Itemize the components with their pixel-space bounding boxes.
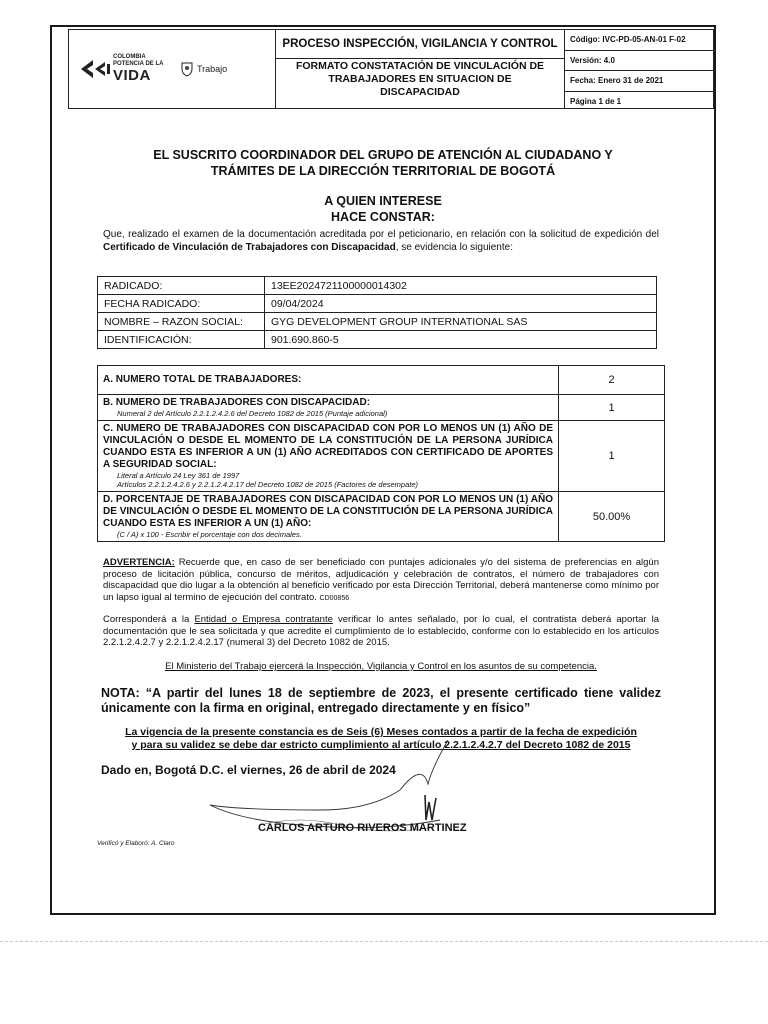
table-row: D. PORCENTAJE DE TRABAJADORES CON DISCAPACIDAD CON POR LO MENOS UN (1) AÑO DE VINCULACIÓN O DESDE EL MOMENTO DE LA CONSTITUCIÓN DE LA PERSONA JURÍDICA CUANDO ESTA ES INFERIOR A UN (1) AÑO: (C / A) x 100 - Escribir el porcentaje con dos decimales. 50.00% xyxy=(98,492,665,542)
responsibility-paragraph: Corresponderá a la Entidad o Empresa contratante verificar lo antes señalado, por lo cual, el contratista deberá aportar la documentación que le sea solicitada y que acredite el cumplimiento de lo establecido, conforme con lo establecido en los artículos 2.2.1.2.4.2.7 y 2.2.1.2.4.2.17 (numeral 3) del Decreto 1082 de 2015. xyxy=(103,614,659,648)
table-row: NOMBRE – RAZON SOCIAL: GYG DEVELOPMENT GROUP INTERNATIONAL SAS xyxy=(98,313,657,331)
ministry-note: El Ministerio del Trabajo ejercerá la Inspección, Vigilancia y Control en los asuntos de su competencia. xyxy=(165,661,597,672)
table-row: RADICADO: 13EE2024721100000014302 xyxy=(98,277,657,295)
logo-main: VIDA xyxy=(113,67,151,84)
doc-version: Versión: 4.0 xyxy=(565,51,713,72)
subtitle: A QUIEN INTERESE HACE CONSTAR: xyxy=(324,194,442,224)
colombia-logo-icon xyxy=(79,58,111,80)
verified-by: Verificó y Elaboró: A. Claro xyxy=(97,840,175,847)
logo-text xyxy=(113,54,163,84)
table-row: FECHA RADICADO: 09/04/2024 xyxy=(98,295,657,313)
given-date: Dado en, Bogotá D.C. el viernes, 26 de abril de 2024 xyxy=(101,763,396,777)
intro-paragraph: Que, realizado el examen de la documentación acreditada por el peticionario, en relación con la solicitud de expedición del Certificado de Vinculación de Trabajadores con Discapacidad, se evidencia lo siguiente: xyxy=(103,229,659,253)
nota-paragraph: NOTA: “A partir del lunes 18 de septiembre de 2023, el presente certificado tiene validez únicamente con la firma en original, entregado directamente y en físico” xyxy=(101,686,661,715)
table-row: C. NUMERO DE TRABAJADORES CON DISCAPACIDAD CON POR LO MENOS UN (1) AÑO DE VINCULACIÓN O DESDE EL MOMENTO DE LA CONSTITUCIÓN DE LA PERSONA JURÍDICA CUANDO ESTA ES INFERIOR A UN (1) AÑO ACREDITADOS CON CERTIFICADO DE APORTES A SEGURIDAD SOCIAL: Literal a Artículo 24 Ley 361 de 1997 Artículos 2.2.1.2.4.2.6 y 2.2.1.2.4.2.17 del Decreto 1082 de 2015 (Factores de desempate) 1 xyxy=(98,421,665,492)
coat-of-arms-icon xyxy=(181,61,193,77)
worker-counts-table xyxy=(97,365,665,542)
format-title: FORMATO CONSTATACIÓN DE VINCULACIÓN DE TRABAJADORES EN SITUACION DE DISCAPACIDAD xyxy=(295,60,545,98)
process-cell xyxy=(276,29,564,109)
applicant-info-table xyxy=(97,276,657,349)
table-row: B. NUMERO DE TRABAJADORES CON DISCAPACIDAD: Numeral 2 del Artículo 2.2.1.2.4.2.6 del Decreto 1082 de 2015 (Puntaje adicional) 1 xyxy=(98,395,665,421)
main-title: EL SUSCRITO COORDINADOR DEL GRUPO DE ATENCIÓN AL CIUDADANO Y TRÁMITES DE LA DIRECCIÓN TERRITORIAL DE BOGOTÁ xyxy=(153,148,613,178)
document-header xyxy=(68,29,718,113)
doc-date: Fecha: Enero 31 de 2021 xyxy=(565,71,713,92)
doc-page: Página 1 de 1 xyxy=(570,96,622,106)
doc-code: Código: IVC-PD-05-AN-01 F-02 xyxy=(565,30,713,51)
warning-paragraph: ADVERTENCIA: Recuerde que, en caso de ser beneficiado con puntajes adicionales y/o del sistema de preferencias en algún proceso de licitación pública, concurso de méritos, adjudicación y celebración de contratos, el número de trabajadores con discapacidad que dio lugar a la obtención al beneficio verificado por esta Dirección Territorial, deberá mantenerse como mínimo por un lapso igual al termino de ejecución del contrato. CD00856 xyxy=(103,557,659,603)
validity-paragraph: La vigencia de la presente constancia es de Seis (6) Meses contados a partir de la fecha de expedición y para su validez se debe dar estricto cumplimiento al artículo 2.2.1.2.4.2.7 del Decreto 1082 de 2015 xyxy=(125,726,637,751)
table-row: IDENTIFICACIÓN: 901.690.860-5 xyxy=(98,331,657,349)
logo-top: COLOMBIA xyxy=(113,54,146,60)
process-title: PROCESO INSPECCIÓN, VIGILANCIA Y CONTROL xyxy=(276,30,564,59)
table-row: A. NUMERO TOTAL DE TRABAJADORES: 2 xyxy=(98,366,665,395)
ministry-name: Trabajo xyxy=(197,64,228,74)
scan-edge xyxy=(0,941,768,942)
logo-cell xyxy=(68,29,276,109)
logo-sub: POTENCIA DE LA xyxy=(113,61,164,67)
signer-name: CARLOS ARTURO RIVEROS MARTINEZ xyxy=(258,822,467,834)
metadata-cell xyxy=(564,29,714,109)
